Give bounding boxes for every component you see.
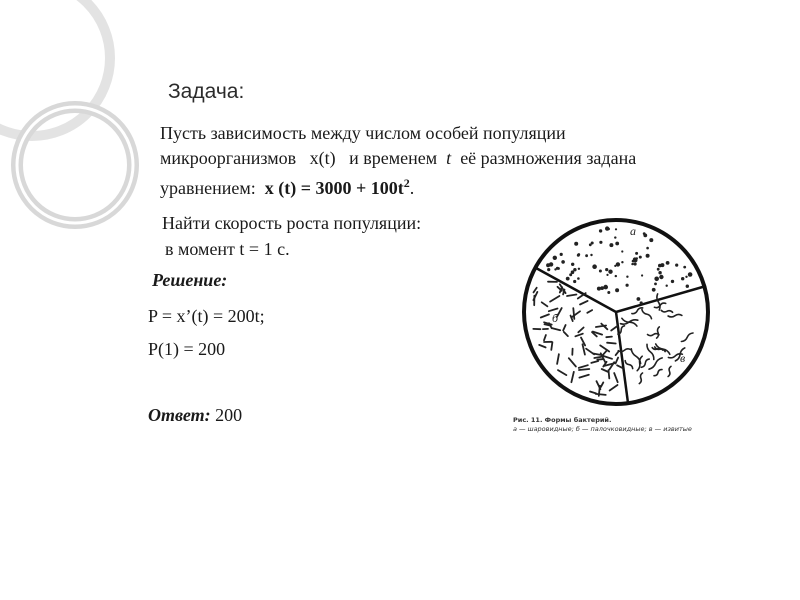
solution-heading: Решение: — [152, 270, 228, 290]
problem-line-2-text-b: и временем — [349, 148, 438, 168]
figure-caption-text: а — шаровидные; б — палочковидные; в — извитые — [513, 425, 692, 433]
coccus-mark — [626, 276, 628, 278]
solution-equation-2: P(1) = 200 — [148, 339, 226, 359]
coccus-mark — [605, 226, 609, 230]
coccus-mark — [571, 263, 574, 266]
problem-statement — [160, 121, 636, 201]
coccus-mark — [560, 253, 563, 256]
coccus-mark — [635, 252, 638, 255]
coccus-mark — [546, 263, 550, 267]
coccus-mark — [577, 277, 580, 280]
coccus-mark — [688, 272, 693, 277]
rod-mark — [607, 343, 616, 344]
rod-mark — [545, 324, 551, 325]
coccus-mark — [578, 268, 580, 270]
solution-equation-1: P = x’(t) = 200t; — [148, 306, 265, 326]
coccus-mark — [589, 243, 592, 246]
coccus-mark — [592, 264, 597, 269]
coccus-mark — [615, 228, 617, 230]
equation-exponent: 2 — [403, 176, 410, 190]
task-line-1: Найти скорость роста популяции: — [162, 213, 422, 233]
coccus-mark — [681, 277, 684, 280]
coccus-mark — [566, 277, 570, 281]
coccus-mark — [654, 277, 659, 282]
figure-label-b: б — [552, 311, 559, 325]
coccus-mark — [657, 268, 660, 271]
figure-caption-title: Рис. 11. Формы бактерий. — [513, 416, 612, 424]
task-line-2: в момент t = 1 с. — [165, 239, 290, 259]
coccus-mark — [615, 275, 617, 277]
slide-title: Задача: — [168, 80, 245, 103]
answer-value: 200 — [215, 405, 243, 425]
problem-line-1: Пусть зависимость между числом особей популяции — [160, 123, 566, 143]
coccus-mark — [577, 254, 580, 257]
coccus-mark — [599, 241, 602, 244]
coccus-mark — [606, 274, 608, 276]
coccus-mark — [608, 270, 612, 274]
coccus-mark — [637, 297, 641, 301]
rod-mark — [594, 357, 601, 358]
problem-line-2-text-c: её размножения задана — [460, 148, 637, 168]
coccus-mark — [640, 301, 643, 304]
coccus-mark — [621, 261, 623, 263]
rod-mark — [606, 337, 612, 338]
coccus-mark — [590, 254, 592, 256]
coccus-mark — [658, 264, 662, 268]
coccus-mark — [659, 275, 663, 279]
coccus-mark — [654, 283, 657, 286]
coccus-mark — [634, 262, 637, 265]
coccus-mark — [683, 266, 686, 269]
figure-label-a: а — [630, 224, 636, 238]
coccus-mark — [646, 254, 650, 258]
problem-line-2-text-a: микроорганизмов — [160, 148, 297, 168]
coccus-mark — [675, 264, 678, 267]
coccus-mark — [605, 268, 608, 271]
coccus-mark — [609, 243, 613, 247]
coccus-mark — [573, 268, 576, 271]
coccus-mark — [666, 261, 670, 265]
answer-label: Ответ: — [148, 405, 211, 425]
coccus-mark — [561, 260, 565, 264]
coccus-mark — [607, 291, 610, 294]
rod-mark — [579, 369, 589, 370]
coccus-mark — [639, 256, 642, 259]
equation — [265, 178, 410, 198]
figure-caption — [513, 416, 692, 434]
coccus-mark — [641, 274, 643, 276]
problem-line-3-text: уравнением: — [160, 178, 256, 198]
coccus-mark — [573, 280, 576, 283]
coccus-mark — [652, 288, 656, 292]
coccus-mark — [636, 257, 638, 259]
coccus-mark — [671, 280, 674, 283]
coccus-mark — [556, 267, 559, 270]
problem-line-2 — [160, 146, 636, 171]
rod-mark — [551, 342, 552, 350]
rod-mark — [599, 386, 600, 396]
coccus-mark — [658, 271, 661, 274]
rod-mark — [596, 394, 606, 395]
coccus-mark — [621, 250, 623, 252]
coccus-mark — [649, 238, 653, 242]
coccus-mark — [599, 229, 602, 232]
coccus-mark — [626, 284, 629, 287]
coccus-mark — [643, 234, 647, 238]
figure-label-v: в — [680, 351, 686, 365]
rod-mark — [573, 308, 574, 319]
coccus-mark — [599, 270, 602, 273]
coccus-mark — [615, 242, 619, 246]
equation-period: . — [409, 178, 415, 198]
problem-line-3 — [160, 171, 636, 201]
bacteria-forms-figure — [510, 210, 720, 410]
coccus-mark — [615, 288, 619, 292]
coccus-mark — [574, 242, 578, 246]
coccus-mark — [685, 276, 687, 278]
coccus-mark — [553, 256, 557, 260]
coccus-mark — [646, 247, 649, 250]
answer — [148, 403, 242, 428]
coccus-mark — [614, 265, 616, 267]
coccus-mark — [686, 285, 689, 288]
coccus-mark — [631, 263, 633, 265]
problem-variable-x: x(t) — [309, 148, 336, 168]
coccus-mark — [603, 285, 608, 290]
coccus-mark — [547, 268, 550, 271]
equation-body: x (t) = 3000 + 100t — [264, 178, 404, 198]
coccus-mark — [597, 287, 601, 291]
coccus-mark — [585, 254, 588, 257]
problem-variable-t: t — [446, 148, 452, 168]
coccus-mark — [666, 285, 668, 287]
coccus-mark — [614, 236, 616, 238]
